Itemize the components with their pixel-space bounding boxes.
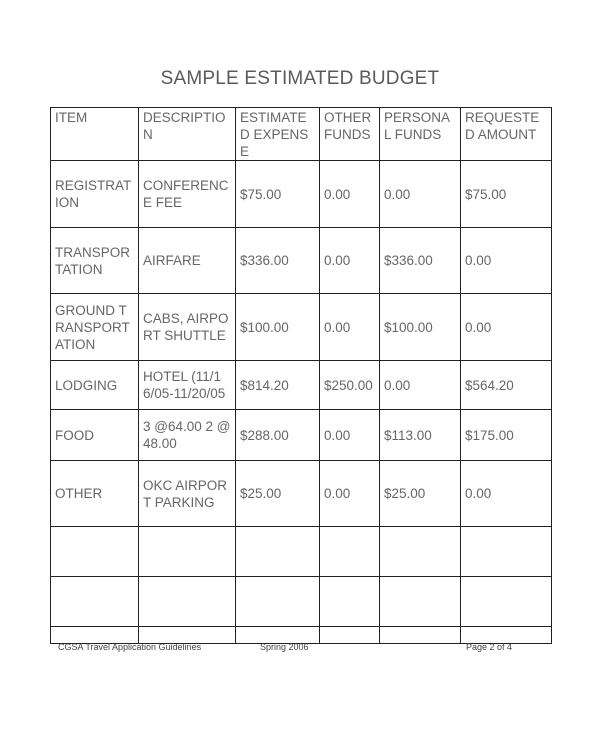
table-row	[51, 410, 552, 461]
cell-requested-amount	[461, 527, 552, 577]
cell-item	[51, 577, 139, 627]
budget-table	[50, 107, 552, 644]
cell-item: TRANSPORTATION	[51, 228, 139, 294]
cell-item: GROUND TRANSPORTATION	[51, 294, 139, 361]
cell-item: OTHER	[51, 461, 139, 527]
cell-description: OKC AIRPORT PARKING	[139, 461, 236, 527]
footer-guidelines: CGSA Travel Application Guidelines	[58, 642, 202, 652]
table-row	[51, 161, 552, 228]
cell-estimated-expense: $25.00	[236, 461, 320, 527]
cell-other-funds: 0.00	[320, 294, 380, 361]
cell-description: HOTEL (11/16/05-11/20/05	[139, 361, 236, 410]
cell-item	[51, 627, 139, 644]
table-row	[51, 627, 552, 644]
header-personal-funds: PERSONAL FUNDS	[380, 108, 461, 161]
cell-other-funds: 0.00	[320, 228, 380, 294]
cell-personal-funds: $100.00	[380, 294, 461, 361]
cell-item: REGISTRATION	[51, 161, 139, 228]
cell-other-funds: 0.00	[320, 161, 380, 228]
cell-other-funds: $250.00	[320, 361, 380, 410]
table-row	[51, 461, 552, 527]
cell-requested-amount: 0.00	[461, 294, 552, 361]
table-header-row	[51, 108, 552, 161]
cell-description	[139, 577, 236, 627]
cell-estimated-expense	[236, 627, 320, 644]
cell-description: 3 @64.00 2 @ 48.00	[139, 410, 236, 461]
table-row	[51, 228, 552, 294]
footer-term: Spring 2006	[260, 642, 309, 652]
cell-description	[139, 527, 236, 577]
header-requested-amount: REQUESTED AMOUNT	[461, 108, 552, 161]
cell-description: CONFERENCE FEE	[139, 161, 236, 228]
cell-description: CABS, AIRPORT SHUTTLE	[139, 294, 236, 361]
table-row	[51, 361, 552, 410]
table-row	[51, 294, 552, 361]
cell-personal-funds	[380, 577, 461, 627]
cell-estimated-expense	[236, 527, 320, 577]
cell-requested-amount: $564.20	[461, 361, 552, 410]
cell-estimated-expense: $100.00	[236, 294, 320, 361]
cell-requested-amount: $75.00	[461, 161, 552, 228]
cell-requested-amount	[461, 627, 552, 644]
cell-estimated-expense: $336.00	[236, 228, 320, 294]
cell-estimated-expense: $75.00	[236, 161, 320, 228]
cell-requested-amount	[461, 577, 552, 627]
cell-estimated-expense: $288.00	[236, 410, 320, 461]
header-item: ITEM	[51, 108, 139, 161]
cell-other-funds	[320, 577, 380, 627]
cell-item: FOOD	[51, 410, 139, 461]
cell-requested-amount: 0.00	[461, 461, 552, 527]
document-title: SAMPLE ESTIMATED BUDGET	[160, 68, 440, 89]
cell-item: LODGING	[51, 361, 139, 410]
cell-personal-funds: $25.00	[380, 461, 461, 527]
cell-requested-amount: 0.00	[461, 228, 552, 294]
cell-personal-funds: 0.00	[380, 161, 461, 228]
cell-other-funds: 0.00	[320, 461, 380, 527]
cell-description	[139, 627, 236, 644]
cell-other-funds	[320, 527, 380, 577]
table-row	[51, 527, 552, 577]
cell-personal-funds: $336.00	[380, 228, 461, 294]
footer-page-number: Page 2 of 4	[466, 642, 513, 652]
cell-item	[51, 527, 139, 577]
header-estimated-expense: ESTIMATED EXPENSE	[236, 108, 320, 161]
cell-description: AIRFARE	[139, 228, 236, 294]
header-description: DESCRIPTION	[139, 108, 236, 161]
cell-other-funds: 0.00	[320, 410, 380, 461]
cell-personal-funds: 0.00	[380, 361, 461, 410]
table-row	[51, 577, 552, 627]
cell-personal-funds	[380, 527, 461, 577]
cell-other-funds	[320, 627, 380, 644]
cell-personal-funds	[380, 627, 461, 644]
header-other-funds: OTHER FUNDS	[320, 108, 380, 161]
cell-estimated-expense	[236, 577, 320, 627]
cell-estimated-expense: $814.20	[236, 361, 320, 410]
cell-requested-amount: $175.00	[461, 410, 552, 461]
cell-personal-funds: $113.00	[380, 410, 461, 461]
